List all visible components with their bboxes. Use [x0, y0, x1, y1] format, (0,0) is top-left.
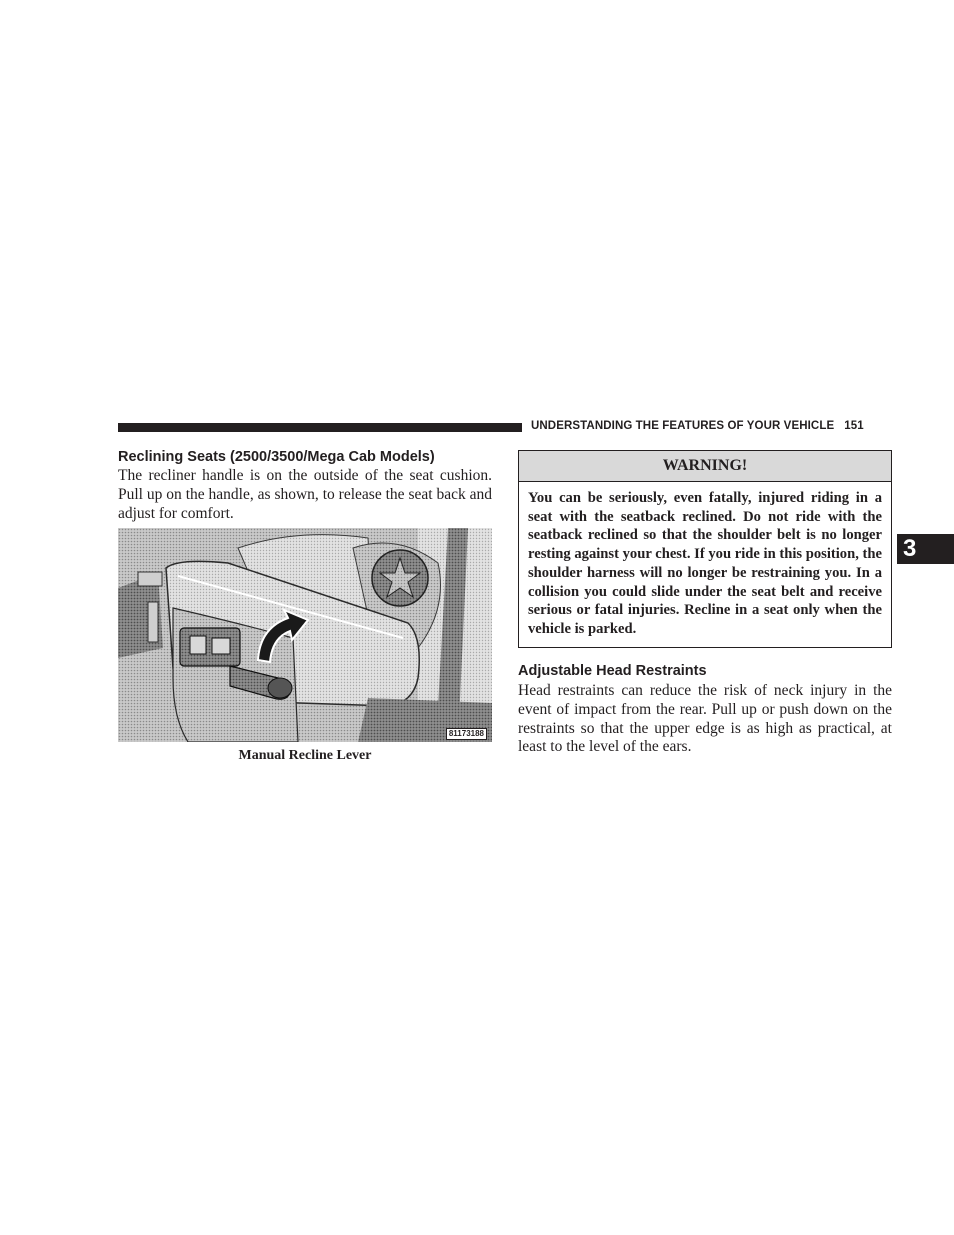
head-restraints-paragraph: Head restraints can reduce the risk of neck injury in the event of impact from the rear. Pull up or push down on the restraints so that the upper edge is as high as practical, at least to the level of the ears. [518, 682, 892, 756]
page-number: 151 [844, 420, 864, 432]
reclining-seats-heading: Reclining Seats (2500/3500/Mega Cab Models) [118, 449, 435, 465]
header-title: UNDERSTANDING THE FEATURES OF YOUR VEHICLE [531, 420, 835, 432]
reclining-seats-paragraph: The recliner handle is on the outside of the seat cushion. Pull up on the handle, as shown, to release the seat back and adjust for comfort. [118, 467, 492, 522]
head-restraints-heading: Adjustable Head Restraints [518, 663, 707, 679]
chapter-tab: 3 [897, 534, 954, 564]
figure-caption: Manual Recline Lever [238, 748, 372, 763]
warning-box [518, 450, 892, 648]
figure-code: 81173188 [446, 728, 487, 740]
recline-lever-illustration [118, 528, 492, 742]
header-rule [118, 423, 522, 432]
running-header [531, 420, 891, 432]
warning-text: You can be seriously, even fatally, injured riding in a seat with the seatback reclined. Do not ride with the seatback reclined so that the shoulder belt is no longer resting against your chest. If you ride in this position, the shoulder harness will no longer be restraining you. In a collision you could slide under the seat belt and receive serious or fatal injuries. Recline in a seat only when the vehicle is parked. [528, 490, 882, 637]
warning-title: WARNING! [519, 451, 891, 482]
seat-illustration [118, 528, 492, 742]
